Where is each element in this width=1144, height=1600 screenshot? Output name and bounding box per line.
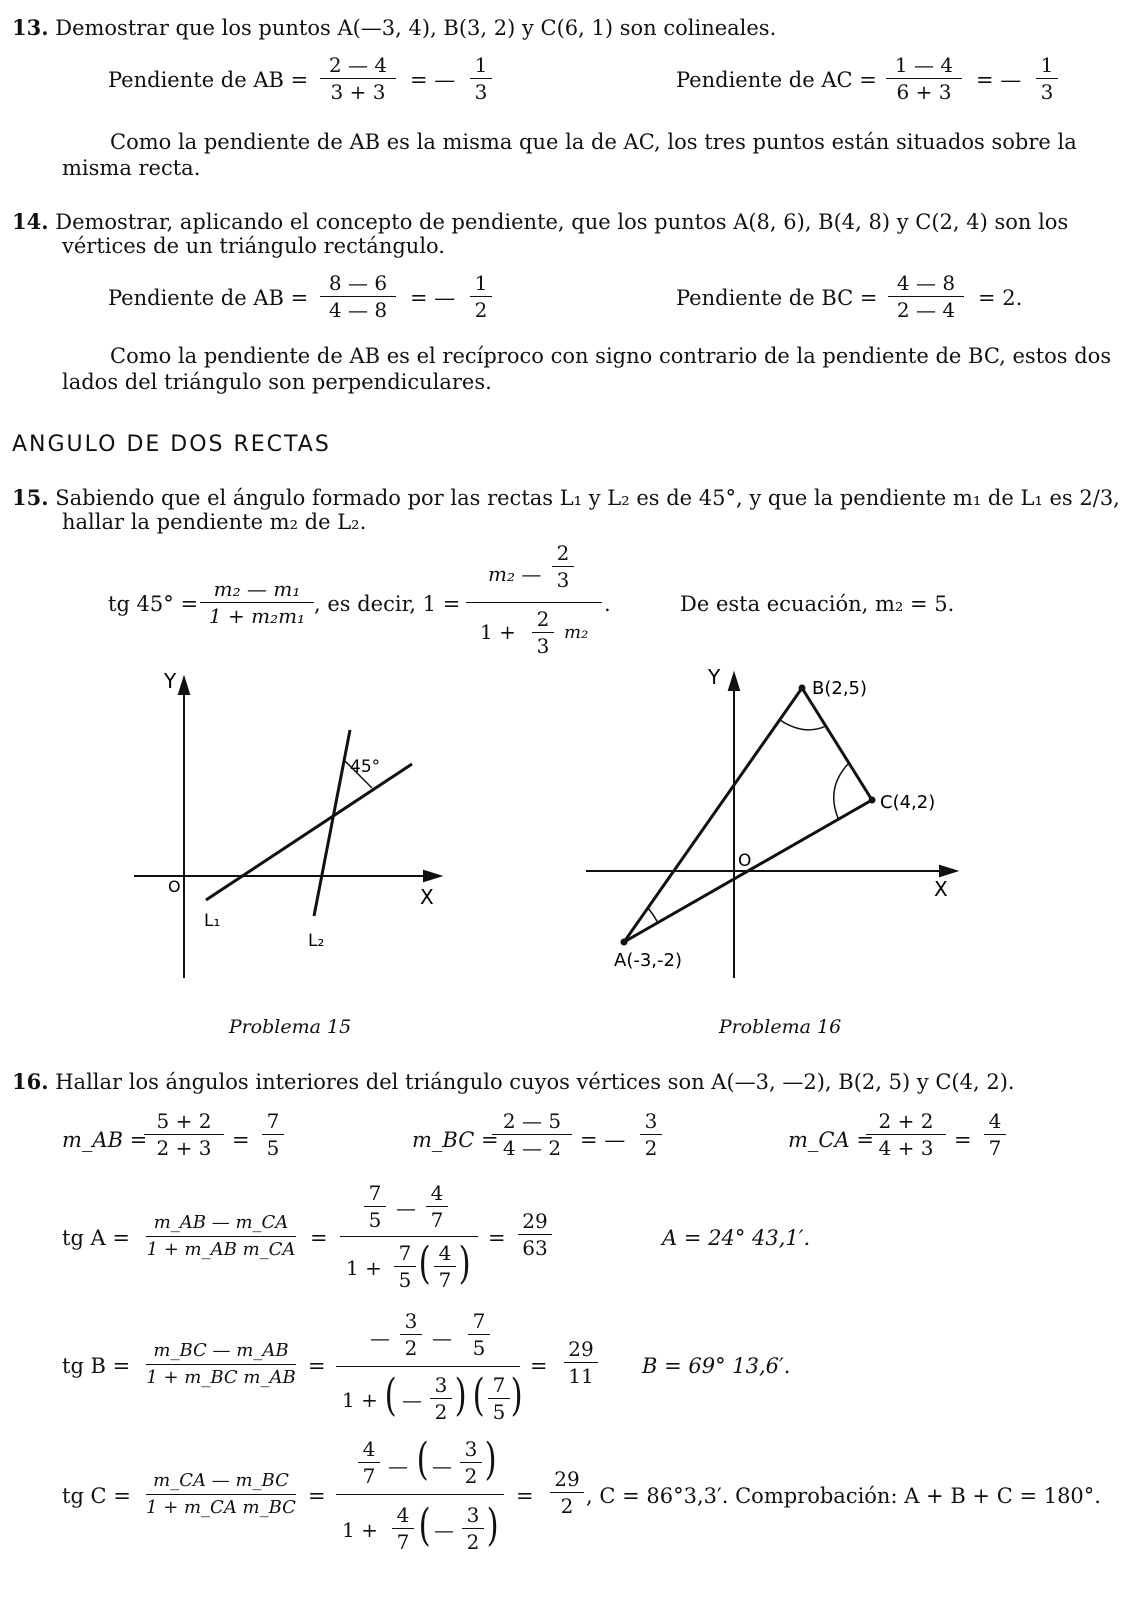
y-arrow-icon (729, 674, 739, 690)
tg-c-fraction (146, 1468, 296, 1521)
numerator: 7 (398, 1241, 412, 1265)
denominator: 7 (430, 1208, 444, 1232)
denominator: 2 (466, 1530, 480, 1554)
equals-minus: = — (410, 68, 456, 92)
statement-text: Hallar los ángulos interiores del triángulo cuyos vértices son A(—3, —2), B(2, 5) y C(4, 2). (55, 1070, 1015, 1094)
numerator: 5 + 2 (156, 1109, 212, 1133)
one-plus: 1 + (342, 1518, 378, 1542)
conclusion-14-line1: Como la pendiente de AB es el recíproco con signo contrario de la pendiente de BC, estos dos (110, 344, 1112, 368)
m-ab-fraction (144, 1108, 224, 1161)
equals: = (308, 1354, 326, 1378)
four-sevenths (358, 1436, 380, 1489)
m2-text: m₂ (564, 622, 589, 643)
denominator: 11 (568, 1364, 594, 1388)
numerator: 3 (404, 1309, 418, 1333)
result-15: De esta ecuación, m₂ = 5. (680, 592, 955, 616)
slope-ab-label: Pendiente de AB = (108, 286, 309, 310)
m-ca-label: m_CA = (788, 1128, 874, 1152)
equals: = (516, 1484, 534, 1508)
side-bc (802, 688, 872, 800)
equals-two: = 2. (978, 286, 1023, 310)
problem-number: 15. (12, 485, 49, 510)
denominator: 1 + m_BC m_AB (146, 1367, 296, 1388)
equals: = (308, 1484, 326, 1508)
slope-ac-fraction (886, 52, 962, 105)
complex-fraction-15 (466, 540, 604, 660)
denominator: 3 (1040, 80, 1054, 104)
numerator: 4 (988, 1109, 1002, 1133)
problem-number: 16. (12, 1069, 49, 1094)
denominator: 2 — 4 (896, 298, 956, 322)
point-b (799, 685, 806, 692)
tg-b-complex: — 3 2 — 7 5 1 + ( — 3 2 ) ( 7 5 ) (336, 1304, 522, 1430)
tg-b-result-angle: B = 69° 13,6′. (642, 1354, 791, 1378)
tg-a-complex: 7 5 — 4 7 1 + 7 5 ( 4 7 ) (340, 1176, 480, 1296)
slope-bc-fraction (888, 270, 964, 323)
tg-b-fraction (146, 1338, 296, 1391)
tg-c-result-and-check: , C = 86°3,3′. Comprobación: A + B + C = 180°. (586, 1484, 1101, 1508)
angle-arc-c (834, 764, 848, 818)
two-thirds (532, 606, 554, 659)
equals: = (310, 1226, 328, 1250)
conclusion-13-line1: Como la pendiente de AB es la misma que la de AC, los tres puntos están situados sobre la (110, 130, 1077, 154)
problem-13-statement (12, 16, 1122, 40)
numerator: m₂ — m₁ (213, 577, 301, 601)
tg-b-label: tg B = (62, 1354, 131, 1378)
slope-ab-result (470, 270, 492, 323)
four-sevenths (392, 1502, 414, 1555)
fraction-bar (466, 602, 602, 603)
minus: — (434, 1518, 454, 1542)
caption-16: Problema 16 (718, 1016, 842, 1038)
slope-ac-result (1036, 52, 1058, 105)
numerator: 4 — 8 (896, 271, 956, 295)
line-l2 (314, 730, 350, 916)
y-label: Y (164, 669, 177, 693)
problem-14-statement-line2: vértices de un triángulo rectángulo. (62, 234, 445, 258)
numerator: 3 (466, 1503, 480, 1527)
numerator: 3 (464, 1437, 478, 1461)
slope-ab-label: Pendiente de AB = (108, 68, 309, 92)
problem-14-statement (12, 210, 1122, 234)
fraction-bar (336, 1494, 504, 1495)
denominator: 6 + 3 (896, 80, 952, 104)
m-ab-result (262, 1108, 284, 1161)
statement-text: Demostrar, aplicando el concepto de pendiente, que los puntos A(8, 6), B(4, 8) y C(2, 4) son los (55, 210, 1069, 234)
numerator: 4 (396, 1503, 410, 1527)
x-arrow-icon (424, 871, 440, 881)
es-decir: , es decir, 1 = (314, 592, 461, 616)
tg-a-label: tg A = (62, 1226, 130, 1250)
conclusion-14-line2: lados del triángulo son perpendiculares. (62, 370, 492, 394)
equals-minus: = — (976, 68, 1022, 92)
three-halves (400, 1308, 422, 1361)
denominator: 7 (988, 1136, 1002, 1160)
m-bc-result (640, 1108, 662, 1161)
denominator: 2 (560, 1494, 574, 1518)
denominator: 2 (434, 1400, 448, 1424)
denominator: 5 (492, 1400, 506, 1424)
x-label: X (420, 885, 434, 909)
tg-c-complex: 4 7 — ( — 3 2 ) 1 + 4 7 ( — 3 2 ) (336, 1432, 506, 1560)
equals: = (530, 1354, 548, 1378)
tg-a-result-angle: A = 24° 43,1′. (662, 1226, 811, 1250)
slope-ac-label: Pendiente de AC = (676, 68, 877, 92)
numerator: 29 (522, 1209, 548, 1233)
denominator: 2 (404, 1336, 418, 1360)
denominator: 1 + m_CA m_BC (146, 1497, 296, 1518)
x-label: X (934, 877, 948, 901)
point-c-label: C(4,2) (880, 792, 936, 813)
numerator: 29 (568, 1337, 594, 1361)
denominator: 3 (474, 80, 488, 104)
seven-fifths (488, 1372, 510, 1425)
m-bc-fraction (492, 1108, 572, 1161)
angle-label: 45° (350, 757, 381, 777)
side-ab (624, 688, 802, 942)
angle-arc-a (648, 908, 658, 924)
numerator: 1 (474, 53, 488, 77)
three-halves (430, 1372, 452, 1425)
denominator: 5 (472, 1336, 486, 1360)
equals: = (488, 1226, 506, 1250)
origin-label: O (168, 877, 181, 896)
three-halves (462, 1502, 484, 1555)
m-ab-label: m_AB = (62, 1128, 148, 1152)
denominator: 1 + m_AB m_CA (146, 1239, 296, 1260)
denominator: 2 (644, 1136, 658, 1160)
y-arrow-icon (179, 678, 189, 694)
four-sevenths (426, 1180, 448, 1233)
denominator: 4 + 3 (878, 1136, 934, 1160)
m-ca-result (984, 1108, 1006, 1161)
period: . (604, 592, 611, 616)
equals: = (954, 1128, 972, 1152)
two-thirds (552, 540, 574, 593)
statement-text: Sabiendo que el ángulo formado por las rectas L₁ y L₂ es de 45°, y que la pendiente m₁ de L₁ es 2/3, (55, 486, 1120, 510)
slope-ab-fraction (320, 270, 396, 323)
numerator: 2 — 5 (502, 1109, 562, 1133)
numerator: 2 (536, 607, 550, 631)
problem-15-statement-line2: hallar la pendiente m₂ de L₂. (62, 510, 367, 534)
fraction-bar (336, 1366, 520, 1367)
point-c (869, 797, 876, 804)
equals-minus: = — (580, 1128, 626, 1152)
numerator: m_BC — m_AB (153, 1340, 289, 1361)
l1-label: L₁ (204, 911, 221, 931)
numerator: 4 (438, 1241, 452, 1265)
minus: — (402, 1388, 422, 1412)
fraction-bar (340, 1236, 478, 1237)
numerator: 1 (474, 271, 488, 295)
denominator: 4 — 2 (502, 1136, 562, 1160)
point-a-label: A(-3,-2) (614, 950, 682, 971)
tg-b-result (564, 1336, 598, 1389)
four-sevenths (434, 1240, 456, 1293)
point-b-label: B(2,5) (812, 678, 868, 699)
numerator: 8 — 6 (328, 271, 388, 295)
figure-15 (120, 660, 460, 990)
conclusion-13-line2: misma recta. (62, 156, 201, 180)
numerator: 1 (1040, 53, 1054, 77)
numerator: 3 (644, 1109, 658, 1133)
x-arrow-icon (940, 866, 956, 876)
problem-number: 13. (12, 15, 49, 40)
numerator: 2 — 4 (328, 53, 388, 77)
one-plus: 1 + (342, 1388, 378, 1412)
denominator: 7 (362, 1464, 376, 1488)
tg-a-result (518, 1208, 552, 1261)
problem-number: 14. (12, 209, 49, 234)
denominator-text: 1 + (480, 620, 516, 644)
denominator: 63 (522, 1236, 548, 1260)
tg45-label: tg 45° = (108, 592, 199, 616)
section-heading: ANGULO DE DOS RECTAS (12, 432, 331, 457)
origin-label: O (738, 851, 752, 871)
denominator: 3 (556, 568, 570, 592)
denominator: 5 (266, 1136, 280, 1160)
denominator: 1 + m₂m₁ (208, 604, 306, 628)
tg-c-result (550, 1466, 584, 1519)
numerator: 7 (368, 1181, 382, 1205)
numerator: 7 (492, 1373, 506, 1397)
slope-bc-label: Pendiente de BC = (676, 286, 878, 310)
numerator: m_CA — m_BC (153, 1470, 289, 1491)
numerator: 7 (472, 1309, 486, 1333)
numerator: 4 (362, 1437, 376, 1461)
tg-c-label: tg C = (62, 1484, 131, 1508)
l2-label: L₂ (308, 931, 325, 951)
denominator: 2 (464, 1464, 478, 1488)
numerator: 29 (554, 1467, 580, 1491)
numerator: 4 (430, 1181, 444, 1205)
denominator: 2 (474, 298, 488, 322)
minus: — (370, 1326, 390, 1350)
m-ca-fraction (866, 1108, 946, 1161)
numerator: 2 (556, 541, 570, 565)
minus: — (432, 1454, 452, 1478)
denominator: 4 — 8 (328, 298, 388, 322)
equals-minus: = — (410, 286, 456, 310)
slope-ab-result (470, 52, 492, 105)
numerator-text: m₂ — (488, 562, 542, 586)
problem-15-statement (12, 486, 1132, 510)
caption-15: Problema 15 (228, 1016, 352, 1038)
numerator: 3 (434, 1373, 448, 1397)
line-l1 (206, 764, 412, 900)
minus: — (388, 1454, 408, 1478)
angle-arc-b (780, 720, 826, 730)
seven-fifths (364, 1180, 386, 1233)
denominator: 5 (398, 1268, 412, 1292)
numerator: m_AB — m_CA (153, 1212, 289, 1233)
slope-ab-fraction (320, 52, 396, 105)
y-label: Y (708, 665, 721, 689)
seven-fifths (468, 1308, 490, 1361)
three-halves (460, 1436, 482, 1489)
point-a (621, 939, 628, 946)
numerator: 7 (266, 1109, 280, 1133)
denominator: 2 + 3 (156, 1136, 212, 1160)
tg-a-fraction (146, 1210, 296, 1263)
numerator: 1 — 4 (894, 53, 954, 77)
one-plus: 1 + (346, 1256, 382, 1280)
minus: — (432, 1326, 452, 1350)
denominator: 7 (396, 1530, 410, 1554)
problem-16-statement (12, 1070, 1132, 1094)
denominator: 7 (438, 1268, 452, 1292)
denominator: 5 (368, 1208, 382, 1232)
equals: = (232, 1128, 250, 1152)
numerator: 2 + 2 (878, 1109, 934, 1133)
denominator: 3 + 3 (330, 80, 386, 104)
tg45-fraction (200, 576, 314, 629)
figure-16 (580, 660, 980, 990)
m-bc-label: m_BC = (412, 1128, 499, 1152)
statement-text: Demostrar que los puntos A(—3, 4), B(3, 2) y C(6, 1) son colineales. (55, 16, 777, 40)
minus: — (396, 1196, 416, 1220)
seven-fifths (394, 1240, 416, 1293)
denominator: 3 (536, 634, 550, 658)
